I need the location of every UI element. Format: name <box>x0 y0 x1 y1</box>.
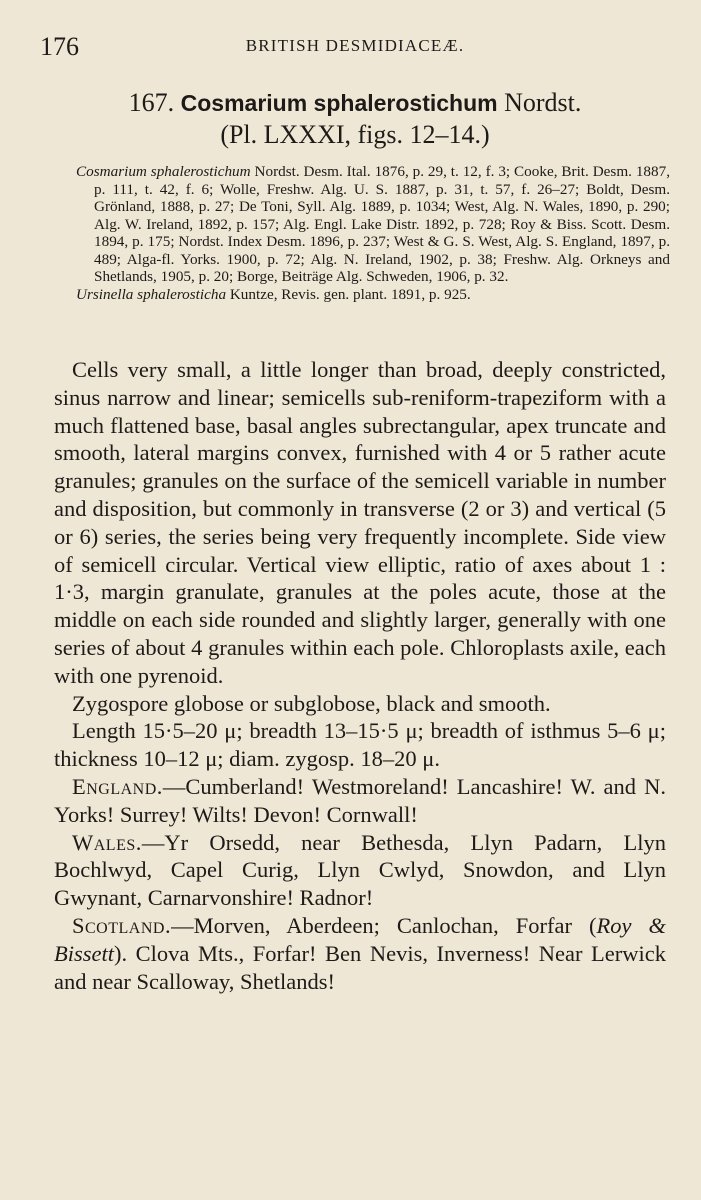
region-label: Scotland. <box>72 912 172 938</box>
distribution-england <box>54 773 666 829</box>
species-author: Nordst. <box>504 88 582 117</box>
region-label: England. <box>72 773 163 799</box>
synonym-name: Ursinella sphalerosticha <box>76 285 227 303</box>
description-paragraph: Cells very small, a little longer than broad, deeply constricted, sinus narrow and linear; semicells sub-reniform-trapeziform with a much flattened base, basal angles subrectangular, apex truncate and smooth, lateral margins convex, furnished with 4 or 5 rather acute granules; granules on the surface of the semicell variable in number and disposition, but commonly in transverse (2 or 3) and vertical (5 or 6) series, the series being very frequently incomplete. Side view of semicell circular. Vertical view elliptic, ratio of axes about 1 : 1·3, margin granulate, granules at the poles acute, those at the middle on each side rounded and slightly larger, generally with one series of about 4 granules within each pole. Chloroplasts axile, each with one pyrenoid. <box>54 357 666 688</box>
zygospore-paragraph: Zygospore globose or subglobose, black and smooth. <box>72 690 551 716</box>
species-heading <box>40 88 670 118</box>
species-body <box>54 356 666 995</box>
synonym-name: Cosmarium sphalerostichum <box>76 163 251 180</box>
running-title: BRITISH DESMIDIACEÆ. <box>245 36 465 55</box>
region-localities: ). Clova Mts., Forfar! Ben Nevis, Inverness! Near Lerwick and near Scalloway, Shetlands! <box>54 940 666 994</box>
region-label: Wales. <box>72 829 142 855</box>
synonym-references: Nordst. Desm. Ital. 1876, p. 29, t. 12, f. 3; Cooke, Brit. Desm. 1887, p. 111, t. 42, f. 6; Wolle, Freshw. Alg. U. S. 1887, p. 31, t. 57, f. 26–27; Boldt, Desm. Grönland, 1888, p. 27; De Toni, Syll. Alg. 1889, p. 1034; West, Alg. N. Wales, 1890, p. 290; Alg. W. Ireland, 1892, p. 157; Alg. Engl. Lake Distr. 1892, p. 728; Roy & Biss. Scott. Desm. 1894, p. 175; Nordst. Index Desm. 1896, p. 237; West & G. S. West, Alg. S. England, 1897, p. 489; Alga-fl. Yorks. 1900, p. 72; Alg. N. Ireland, 1902, p. 38; Freshw. Alg. Orkneys and Shetlands, 1905, p. 20; Borge, Beiträge Alg. Schweden, 1906, p. 32. <box>94 163 670 285</box>
distribution-wales <box>54 829 666 912</box>
page-number: 176 <box>40 32 79 61</box>
synonym-entry <box>76 286 670 304</box>
page-header <box>40 30 670 70</box>
synonym-references: Kuntze, Revis. gen. plant. 1891, p. 925. <box>229 285 471 303</box>
synonym-entry <box>76 163 670 286</box>
measurements-paragraph: Length 15·5–20 μ; breadth 13–15·5 μ; breadth of isthmus 5–6 μ; thickness 10–12 μ; diam. zygosp. 18–20 μ. <box>54 718 666 772</box>
synonymy-block <box>76 163 670 303</box>
species-number: 167. <box>128 88 175 117</box>
distribution-scotland <box>54 912 666 995</box>
region-localities: —Cumberland! Westmoreland! Lancashire! W. and N. Yorks! Surrey! Wilts! Devon! Cornwall! <box>54 773 666 827</box>
plate-reference: (Pl. LXXXI, figs. 12–14.) <box>220 120 490 149</box>
region-localities: —Morven, Aberdeen; Canlochan, Forfar ( <box>171 912 597 938</box>
collectors: Roy & Bissett <box>54 912 667 966</box>
species-name: Cosmarium sphalerostichum <box>180 90 498 116</box>
region-localities: —Yr Orsedd, near Bethesda, Llyn Padarn, Llyn Bochlwyd, Capel Curig, Llyn Cwlyd, Snowdon, and Llyn Gwynant, Carnarvonshire! Radnor! <box>54 829 666 911</box>
